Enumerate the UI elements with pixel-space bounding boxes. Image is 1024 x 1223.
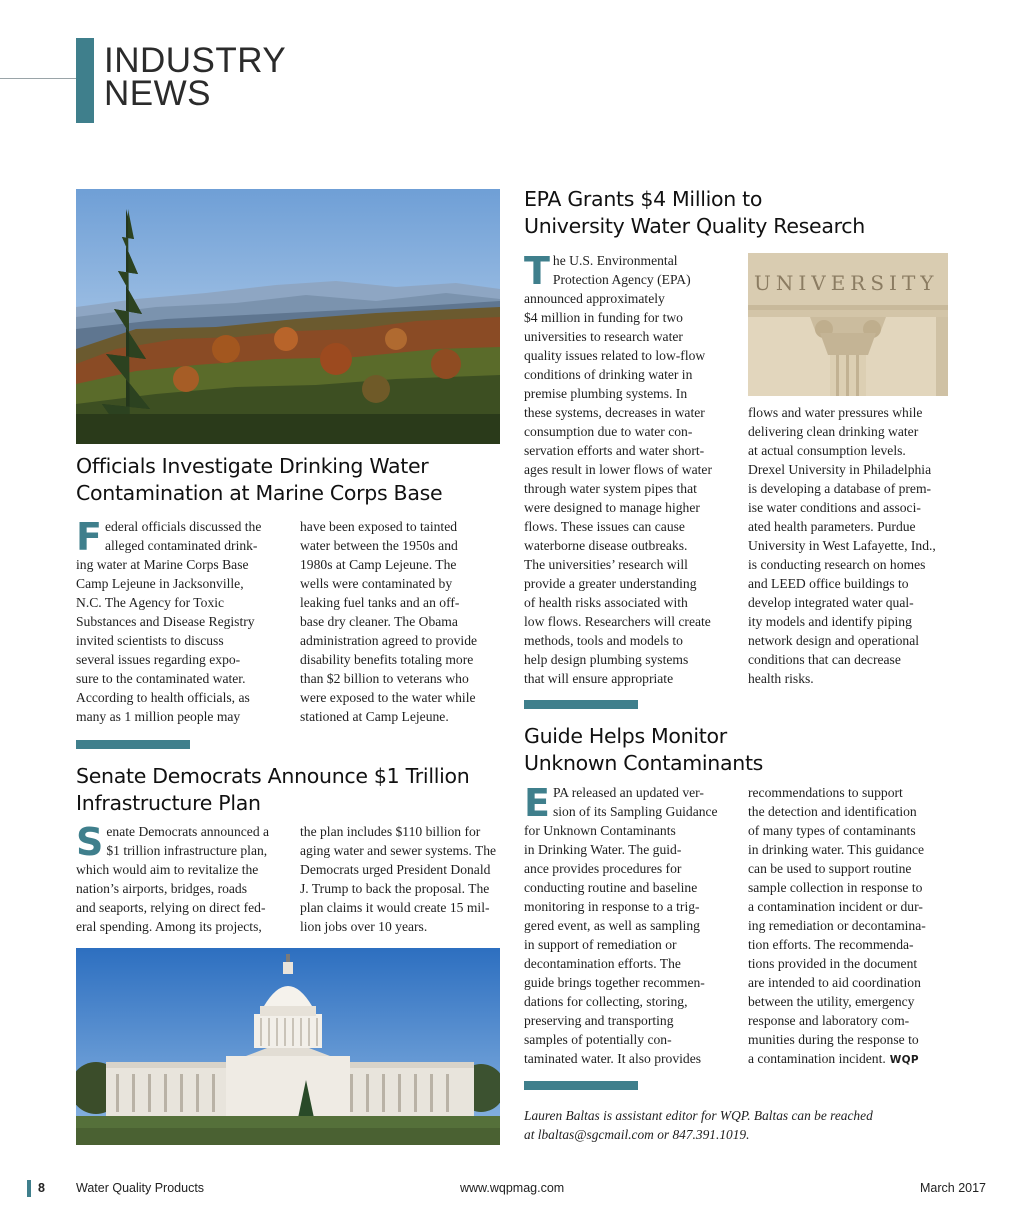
text-line: of many types of contaminants <box>748 823 916 838</box>
camp-lejeune-col2-text <box>300 517 505 726</box>
forest-photo <box>76 189 500 444</box>
text-line: through water system pipes that <box>524 481 697 496</box>
text-line: conditions that can decrease <box>748 652 901 667</box>
text-line: between the utility, emergency <box>748 994 915 1009</box>
text-line: the detection and identification <box>748 804 917 819</box>
text-line: ity models and identify piping <box>748 614 912 629</box>
text-line: water between the 1950s and <box>300 538 458 553</box>
text-line: are intended to aid coordination <box>748 975 921 990</box>
camp-lejeune-col1-text <box>76 517 291 726</box>
text-line: than $2 billion to veterans who <box>300 671 469 686</box>
section-title: INDUSTRY NEWS <box>104 41 287 113</box>
guide-col1 <box>524 783 739 1068</box>
text-line: of health risks associated with <box>524 595 688 610</box>
text-line: health risks. <box>748 671 814 686</box>
university-photo <box>748 253 948 396</box>
text-line: tions provided in the document <box>748 956 918 971</box>
text-line: guide brings together recommen- <box>524 975 705 990</box>
text-line: quality issues related to low-flow <box>524 348 706 363</box>
drop-cap: E <box>524 781 550 825</box>
text-line: disability benefits totaling more <box>300 652 474 667</box>
text-line: invited scientists to discuss <box>76 633 224 648</box>
epa-grants-col1-text <box>524 251 739 688</box>
epa-grants-col1 <box>524 251 739 688</box>
camp-lejeune-col2 <box>300 517 505 726</box>
author-byline <box>524 1106 994 1144</box>
text-line: were designed to manage higher <box>524 500 700 515</box>
text-line: eral spending. Among its projects, <box>76 919 262 934</box>
text-line: stationed at Camp Lejeune. <box>300 709 449 724</box>
text-line: According to health officials, as <box>76 690 250 705</box>
text-line: the plan includes $110 billion for <box>300 824 481 839</box>
text-line: conducting routine and baseline <box>524 880 698 895</box>
camp-lejeune-col1 <box>76 517 291 726</box>
text-line: base dry cleaner. The Obama <box>300 614 458 629</box>
text-line: consumption due to water con- <box>524 424 693 439</box>
text-line: announced approximately <box>524 291 665 306</box>
text-line: methods, tools and models to <box>524 633 683 648</box>
text-line: nation’s airports, bridges, roads <box>76 881 248 896</box>
text-line: flows and water pressures while <box>748 405 923 420</box>
text-line: administration agreed to provide <box>300 633 478 648</box>
footer-accent-bar <box>27 1180 31 1197</box>
text-line: response and laboratory com- <box>748 1013 910 1028</box>
text-line: ated health parameters. Purdue <box>748 519 916 534</box>
text-line: dations for collecting, storing, <box>524 994 688 1009</box>
text-line: ederal officials discussed the <box>104 519 262 534</box>
text-line: The universities’ research will <box>524 557 688 572</box>
epa-grants-col2-text <box>748 403 963 688</box>
wqp-end-mark: WQP <box>885 1054 919 1066</box>
text-line: plan claims it would create 15 mil- <box>300 900 490 915</box>
text-line: for Unknown Contaminants <box>524 823 676 838</box>
text-line: Substances and Disease Registry <box>76 614 255 629</box>
text-line: universities to research water <box>524 329 683 344</box>
text-line: network design and operational <box>748 633 920 648</box>
senate-col1-text <box>76 822 291 936</box>
text-line: University in West Lafayette, Ind., <box>748 538 936 553</box>
text-line: tion efforts. The recommenda- <box>748 937 914 952</box>
byline-line-2: at lbaltas@sgcmail.com or 847.391.1019. <box>524 1127 750 1142</box>
publication-name: Water Quality Products <box>76 1181 205 1195</box>
university-engraving: UNIVERSITY <box>754 271 939 295</box>
guide-col1-text <box>524 783 739 1068</box>
headline-epa-grants: EPA Grants $4 Million to University Water Quality Research <box>524 187 865 238</box>
guide-col2 <box>748 783 963 1070</box>
text-line: sample collection in response to <box>748 880 923 895</box>
text-line: samples of potentially con- <box>524 1032 672 1047</box>
website-link[interactable]: www.wqpmag.com <box>460 1181 565 1195</box>
senate-col2-text <box>300 822 505 936</box>
header-rule <box>0 78 76 79</box>
text-line: sure to the contaminated water. <box>76 671 246 686</box>
senate-col1 <box>76 822 291 936</box>
text-line: $4 million in funding for two <box>524 310 683 325</box>
text-line: which would aim to revitalize the <box>76 862 259 877</box>
text-line: sion of its Sampling Guidance <box>552 804 718 819</box>
text-line: ing water at Marine Corps Base <box>76 557 249 572</box>
text-line: gered event, as well as sampling <box>524 918 700 933</box>
text-line: is developing a database of prem- <box>748 481 932 496</box>
text-line: ance provides procedures for <box>524 861 682 876</box>
text-line: Democrats urged President Donald <box>300 862 491 877</box>
headline-camp-lejeune: Officials Investigate Drinking Water Contamination at Marine Corps Base <box>76 454 443 505</box>
text-line: recommendations to support <box>748 785 903 800</box>
text-line: and LEED office buildings to <box>748 576 909 591</box>
text-line: at actual consumption levels. <box>748 443 906 458</box>
headline-guide: Guide Helps Monitor Unknown Contaminants <box>524 724 764 775</box>
text-line: lion jobs over 10 years. <box>300 919 428 934</box>
page-number: 8 <box>38 1181 45 1195</box>
text-line: is conducting research on homes <box>748 557 926 572</box>
text-line: in Drinking Water. The guid- <box>524 842 682 857</box>
text-line: taminated water. It also provides <box>524 1051 702 1066</box>
text-line: Drexel University in Philadelphia <box>748 462 932 477</box>
drop-cap: F <box>76 515 102 559</box>
text-line: that will ensure appropriate <box>524 671 674 686</box>
text-line: enate Democrats announced a <box>106 824 270 839</box>
text-line: ing remediation or decontamina- <box>748 918 926 933</box>
text-line: decontamination efforts. The <box>524 956 681 971</box>
text-line: preserving and transporting <box>524 1013 674 1028</box>
text-line: help design plumbing systems <box>524 652 689 667</box>
text-line: monitoring in response to a trig- <box>524 899 700 914</box>
header-accent-bar <box>76 38 94 123</box>
text-line: he U.S. Environmental <box>552 253 678 268</box>
text-line: munities during the response to <box>748 1032 919 1047</box>
text-line: in drinking water. This guidance <box>748 842 925 857</box>
capitol-photo <box>76 948 500 1145</box>
issue-date: March 2017 <box>920 1181 987 1195</box>
guide-col2-text <box>748 783 963 1070</box>
text-line: 1980s at Camp Lejeune. The <box>300 557 457 572</box>
text-line: these systems, decreases in water <box>524 405 705 420</box>
text-line: flows. These issues can cause <box>524 519 685 534</box>
text-line: can be used to support routine <box>748 861 912 876</box>
text-line: and seaports, relying on direct fed- <box>76 900 266 915</box>
text-line: a contamination incident. WQP <box>748 1051 919 1066</box>
text-line: N.C. The Agency for Toxic <box>76 595 225 610</box>
section-divider <box>76 740 190 749</box>
text-line: alleged contaminated drink- <box>104 538 258 553</box>
text-line: several issues regarding expo- <box>76 652 241 667</box>
text-line: J. Trump to back the proposal. The <box>300 881 490 896</box>
text-line: were exposed to the water while <box>300 690 476 705</box>
text-line: premise plumbing systems. In <box>524 386 688 401</box>
text-line: provide a greater understanding <box>524 576 697 591</box>
text-line: waterborne disease outbreaks. <box>524 538 688 553</box>
text-line: Camp Lejeune in Jacksonville, <box>76 576 244 591</box>
epa-grants-col2 <box>748 403 963 688</box>
text-line: delivering clean drinking water <box>748 424 919 439</box>
text-line: conditions of drinking water in <box>524 367 693 382</box>
text-line: in support of remediation or <box>524 937 677 952</box>
text-line: low flows. Researchers will create <box>524 614 711 629</box>
drop-cap: S <box>76 820 104 864</box>
section-divider <box>524 700 638 709</box>
byline-line-1: Lauren Baltas is assistant editor for WQP. Baltas can be reached <box>524 1108 873 1123</box>
drop-cap: T <box>524 249 550 293</box>
text-line: have been exposed to tainted <box>300 519 458 534</box>
text-line: ise water conditions and associ- <box>748 500 921 515</box>
text-line: leaking fuel tanks and an off- <box>300 595 460 610</box>
headline-senate: Senate Democrats Announce $1 Trillion Infrastructure Plan <box>76 764 470 815</box>
senate-col2 <box>300 822 505 936</box>
text-line: Protection Agency (EPA) <box>552 272 691 287</box>
text-line: many as 1 million people may <box>76 709 241 724</box>
text-line: a contamination incident or dur- <box>748 899 923 914</box>
capitol-illustration <box>76 948 500 1145</box>
text-line: $1 trillion infrastructure plan, <box>106 843 268 858</box>
text-line: PA released an updated ver- <box>552 785 704 800</box>
text-line: ages result in lower flows of water <box>524 462 712 477</box>
forest-illustration <box>76 189 500 444</box>
text-line: wells were contaminated by <box>300 576 453 591</box>
text-line: servation efforts and water short- <box>524 443 705 458</box>
text-line: aging water and sewer systems. The <box>300 843 497 858</box>
text-line: develop integrated water qual- <box>748 595 914 610</box>
section-divider <box>524 1081 638 1090</box>
